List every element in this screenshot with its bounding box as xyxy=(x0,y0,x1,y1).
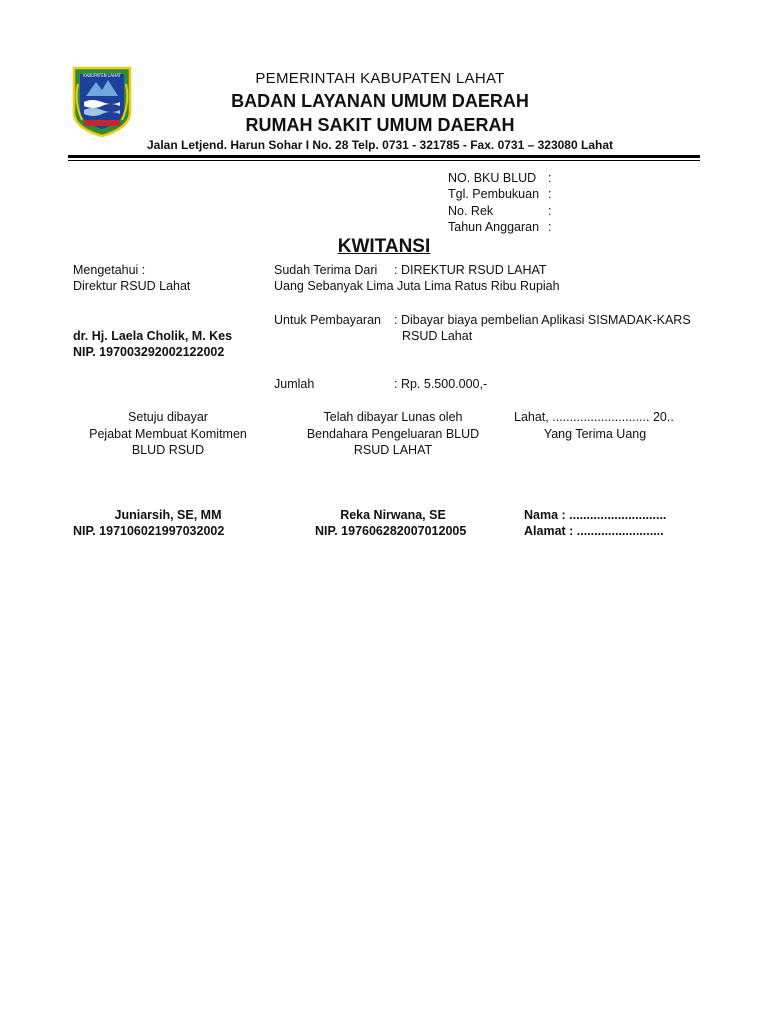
sign2-name: Reka Nirwana, SE xyxy=(340,508,446,522)
sign2-nip: NIP. 197606282007012005 xyxy=(315,524,467,538)
header-line-3: RUMAH SAKIT UMUM DAERAH xyxy=(245,115,515,135)
meta-rek-sep: : xyxy=(548,204,552,218)
sign1-name: Juniarsih, SE, MM xyxy=(114,508,222,522)
total-value: : Rp. 5.500.000,- xyxy=(394,377,488,391)
direktur-label: Direktur RSUD Lahat xyxy=(73,279,191,293)
received-from-label: Sudah Terima Dari xyxy=(274,263,378,277)
meta-bku-sep: : xyxy=(548,171,552,185)
total-label: Jumlah xyxy=(274,377,315,391)
meta-bku-label: NO. BKU BLUD xyxy=(448,171,537,185)
sign1-line3: BLUD RSUD xyxy=(131,443,205,457)
sign2-line1: Telah dibayar Lunas oleh xyxy=(323,410,463,424)
sign3-line2: Yang Terima Uang xyxy=(543,427,647,441)
meta-anggaran-label: Tahun Anggaran xyxy=(448,220,540,234)
meta-anggaran-sep: : xyxy=(548,220,552,234)
sign3-place-date: Lahat, ............................ 20.. xyxy=(514,410,674,424)
sign1-line1: Setuju dibayar xyxy=(128,410,208,424)
amount-in-words: Uang Sebanyak Lima Juta Lima Ratus Ribu Rupiah xyxy=(274,279,560,293)
meta-rek-label: No. Rek xyxy=(448,204,494,218)
meta-pembukuan-sep: : xyxy=(548,187,552,201)
meta-pembukuan-label: Tgl. Pembukuan xyxy=(448,187,540,201)
sign1-line2: Pejabat Membuat Komitmen xyxy=(89,427,247,441)
sign1-nip: NIP. 197106021997032002 xyxy=(73,524,225,538)
document-title-text: KWITANSI xyxy=(337,236,431,257)
sign3-name: Nama : ............................ xyxy=(524,508,667,522)
purpose-label: Untuk Pembayaran xyxy=(274,313,382,327)
header-address: Jalan Letjend. Harun Sohar I No. 28 Telp. 0731 - 321785 - Fax. 0731 – 323080 Lahat xyxy=(147,138,613,152)
sign2-line2: Bendahara Pengeluaran BLUD xyxy=(306,427,480,441)
header-line-2: BADAN LAYANAN UMUM DAERAH xyxy=(231,91,529,111)
mengetahui-label: Mengetahui : xyxy=(73,263,146,277)
direktur-nip: NIP. 197003292002122002 xyxy=(73,345,225,359)
purpose-value-1: : Dibayar biaya pembelian Aplikasi SISMADAK-KARS xyxy=(394,313,691,327)
header-rule-thin xyxy=(68,160,700,161)
header-line-1: PEMERINTAH KABUPATEN LAHAT xyxy=(255,70,505,87)
direktur-name: dr. Hj. Laela Cholik, M. Kes xyxy=(73,329,233,343)
received-from-value: : DIREKTUR RSUD LAHAT xyxy=(394,263,547,277)
logo-text: KABUPATEN LAHAT xyxy=(83,73,121,78)
lahat-regency-emblem-icon xyxy=(72,66,132,138)
sign3-address: Alamat : ......................... xyxy=(524,524,664,538)
purpose-value-2: RSUD Lahat xyxy=(402,329,473,343)
document-title xyxy=(0,236,768,258)
header-rule-thick xyxy=(68,155,700,158)
sign2-line3: RSUD LAHAT xyxy=(353,443,433,457)
